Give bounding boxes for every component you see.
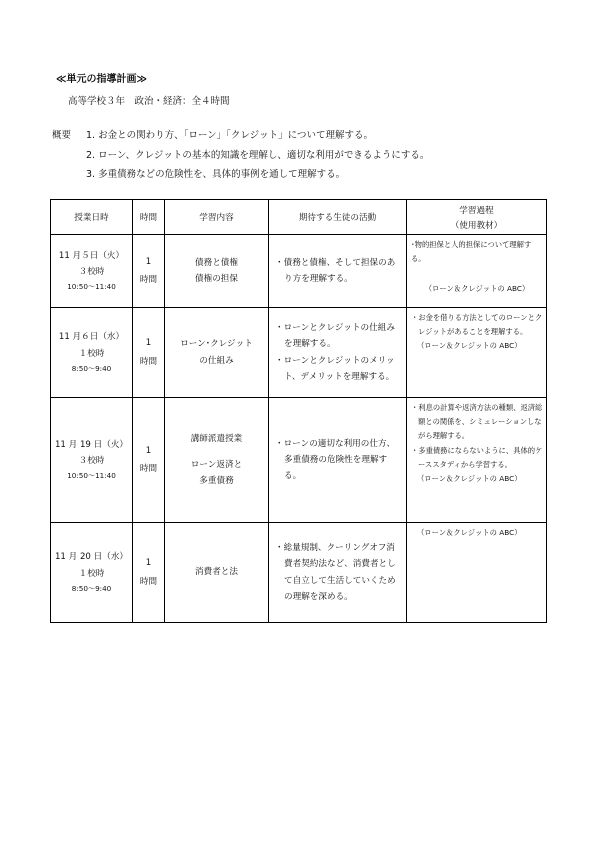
activity-item: ・総量規制、クーリングオフ消費者契約法など、消費者として自立して生活していくための理解を深める。	[275, 542, 396, 602]
header-date: 授業日時	[51, 200, 133, 235]
lesson-period: １校時	[78, 348, 105, 359]
lesson-time: 10:50〜11:40	[67, 282, 116, 292]
activity-item: ・債務と債権、そして担保のあり方を理解する。	[275, 257, 396, 284]
activity-item: ・ローンとクレジットの仕組みを理解する。	[275, 322, 395, 350]
process-item: ・お金を借りる方法としてのローンとクレジットがあることを理解する。	[411, 313, 543, 337]
process-cell	[407, 523, 547, 623]
process-item: ・多重債務にならないように、具体的ケーススタディから学習する。	[411, 445, 543, 469]
content-cell	[165, 523, 269, 623]
activity-item: ・ローンとクレジットのメリット、デメリットを理解する。	[275, 355, 395, 382]
process-source: （ローン＆クレジットの ABC）	[417, 474, 522, 484]
lesson-date: 11 月５日（火）	[58, 250, 125, 261]
date-cell	[51, 308, 133, 398]
overview-item: 1. お金との関わり方、「ローン」「クレジット」について理解する。	[86, 130, 373, 141]
content-cell	[165, 308, 269, 398]
lesson-period: １校時	[78, 568, 105, 579]
hours-unit: 時間	[139, 576, 158, 587]
date-cell	[51, 235, 133, 308]
table-row	[51, 523, 547, 623]
table-row	[51, 398, 547, 523]
content-line: 債権の担保	[195, 274, 238, 284]
content-line: ローン返済と	[190, 459, 243, 470]
content-cell	[165, 235, 269, 308]
process-cell	[407, 308, 547, 398]
header-process-title: 学習過程	[459, 205, 494, 216]
process-cell	[407, 398, 547, 523]
activity-cell	[269, 398, 407, 523]
overview-item: 2. ローン、クレジットの基本的知識を理解し、適切な利用ができるようにする。	[86, 150, 430, 161]
hours-unit: 時間	[139, 356, 158, 367]
content-line: ローン･クレジット	[180, 339, 253, 350]
content-line: 多重債務	[199, 476, 234, 487]
content-line: の仕組み	[199, 355, 234, 366]
table-row	[51, 235, 547, 308]
process-item: ・利息の計算や返済方法の種類、返済総額との関係を、シミュレーションしながら理解する。	[411, 403, 543, 441]
hours-unit: 時間	[139, 464, 158, 474]
header-hours: 時間	[133, 200, 165, 235]
activity-cell	[269, 523, 407, 623]
lesson-date: 11 月 19 日（火）	[54, 439, 129, 450]
process-source: （ローン＆クレジットの ABC）	[417, 341, 522, 351]
content-line: 債務と債権	[195, 257, 238, 268]
lesson-date: 11 月 20 日（水）	[54, 552, 129, 563]
hours-cell	[133, 398, 165, 523]
process-item: ･物的担保と人的担保について理解する。	[411, 240, 532, 264]
header-activity: 期待する生徒の活動	[269, 200, 407, 235]
hours-cell	[133, 235, 165, 308]
table-row	[51, 308, 547, 398]
hours-number: 1	[145, 256, 152, 267]
lesson-plan-table	[50, 199, 547, 623]
lesson-date: 11 月６日（水）	[58, 332, 125, 343]
content-top-line: 講師派遣授業	[190, 433, 243, 444]
process-source: （ローン＆クレジットの ABC）	[417, 528, 522, 537]
plan-subheading: 高等学校３年 政治・経済：全４時間	[68, 96, 230, 107]
hours-unit: 時間	[139, 275, 158, 285]
activity-item: ・ローンの適切な利用の仕方、多重債務の危険性を理解する。	[275, 438, 396, 482]
header-process-sub: （使用教材）	[450, 220, 503, 231]
header-process	[407, 200, 547, 235]
activity-cell	[269, 235, 407, 308]
hours-number: 1	[145, 558, 152, 569]
process-source: （ローン＆クレジットの ABC）	[424, 284, 530, 294]
hours-number: 1	[145, 445, 152, 456]
lesson-time: 10:50〜11:40	[67, 471, 116, 481]
activity-cell	[269, 308, 407, 398]
lesson-time: 8:50〜9:40	[71, 363, 112, 373]
lesson-period: ３校時	[78, 456, 105, 467]
plan-heading: ≪単元の指導計画≫	[56, 74, 147, 85]
hours-cell	[133, 308, 165, 398]
date-cell	[51, 523, 133, 623]
hours-number: 1	[145, 338, 152, 349]
hours-cell	[133, 523, 165, 623]
table-header-row	[51, 200, 547, 235]
content-line: 消費者と法	[195, 567, 238, 578]
lesson-time: 8:50〜9:40	[71, 583, 112, 593]
overview-label: 概要	[52, 130, 72, 141]
content-cell	[165, 398, 269, 523]
overview-item: 3. 多重債務などの危険性を、具体的事例を通して理解する。	[86, 169, 346, 180]
process-cell	[407, 235, 547, 308]
lesson-period: ３校時	[78, 267, 105, 278]
header-content: 学習内容	[165, 200, 269, 235]
date-cell	[51, 398, 133, 523]
